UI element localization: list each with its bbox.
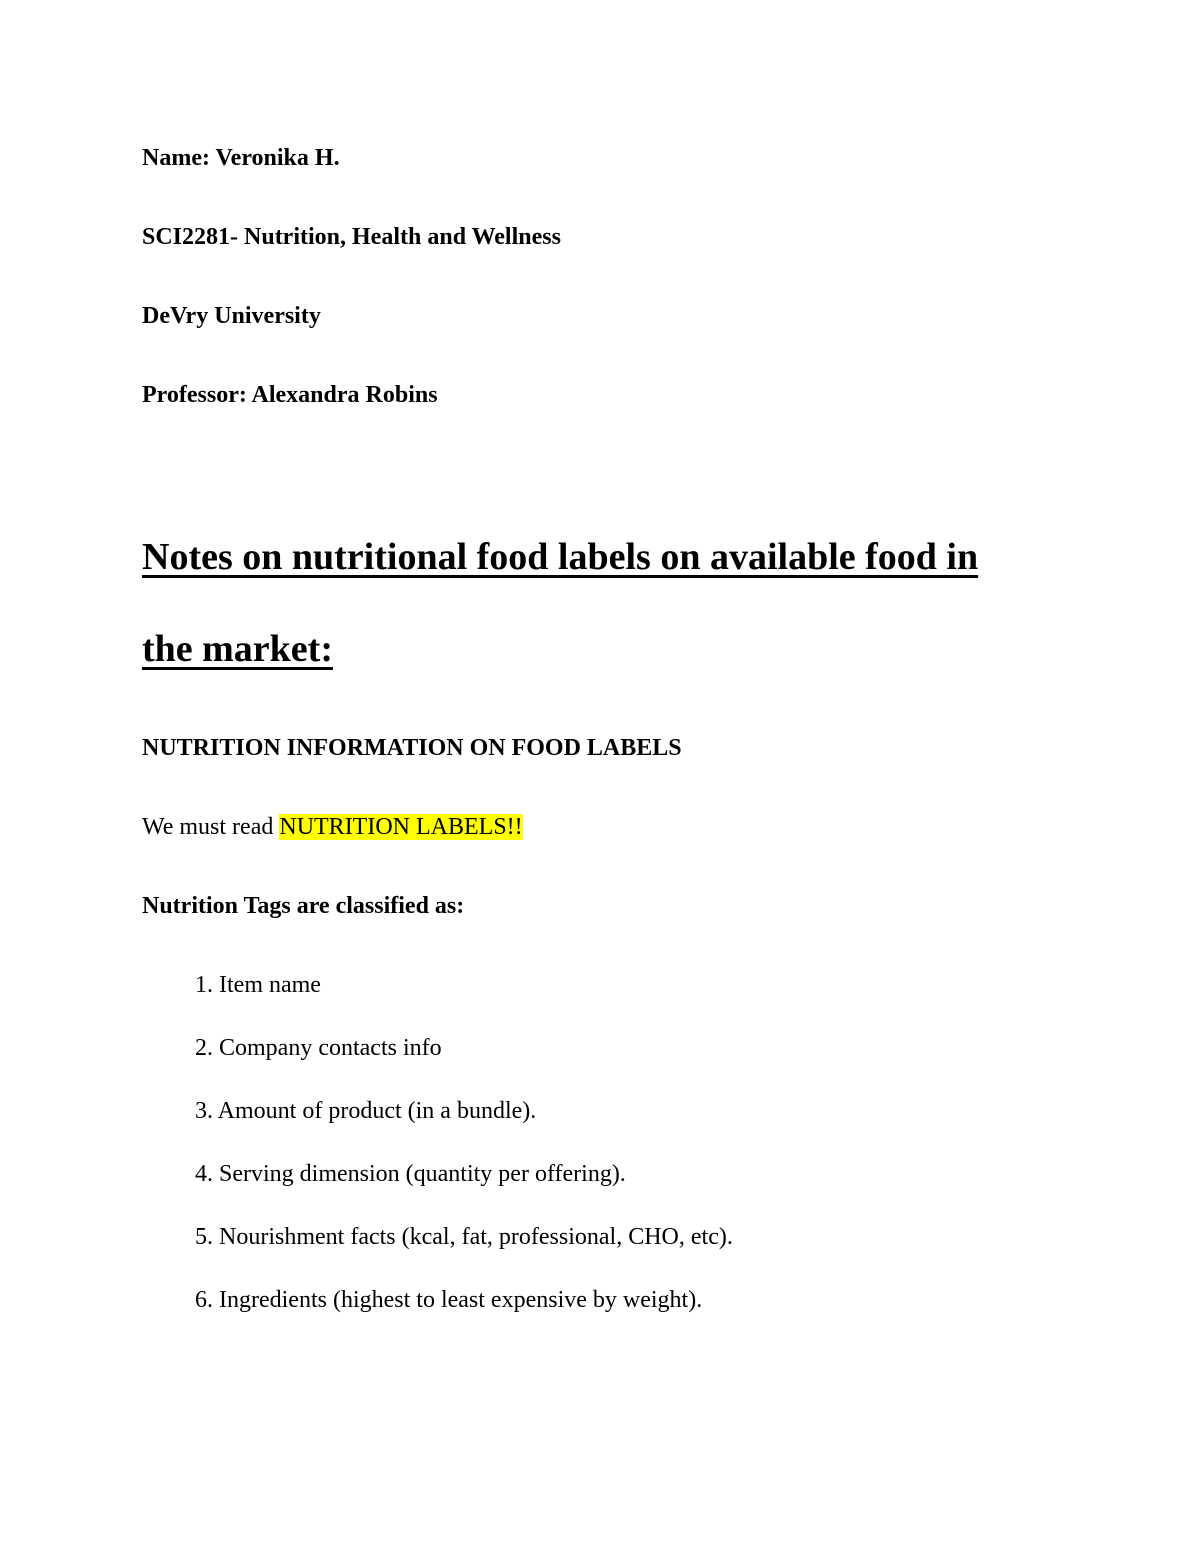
document-title-line-1: Notes on nutritional food labels on available food in [142,536,979,578]
professor-name: Professor: Alexandra Robins [142,382,438,408]
course-title: SCI2281- Nutrition, Health and Wellness [142,224,561,250]
list-item: 1. Item name [195,972,321,998]
list-intro: Nutrition Tags are classified as: [142,893,465,919]
list-item: 6. Ingredients (highest to least expensive by weight). [195,1287,703,1313]
list-item: 4. Serving dimension (quantity per offering). [195,1161,626,1187]
student-name: Name: Veronika H. [142,145,340,171]
list-item: 2. Company contacts info [195,1035,442,1061]
university-name: DeVry University [142,303,321,329]
highlighted-text: NUTRITION LABELS!! [279,814,523,840]
document-title-line-2: the market: [142,628,333,670]
statement [142,815,523,839]
statement-prefix: We must read [142,814,280,840]
list-item: 3. Amount of product (in a bundle). [195,1098,537,1124]
list-item: 5. Nourishment facts (kcal, fat, professional, CHO, etc). [195,1224,733,1250]
section-heading: NUTRITION INFORMATION ON FOOD LABELS [142,735,682,761]
